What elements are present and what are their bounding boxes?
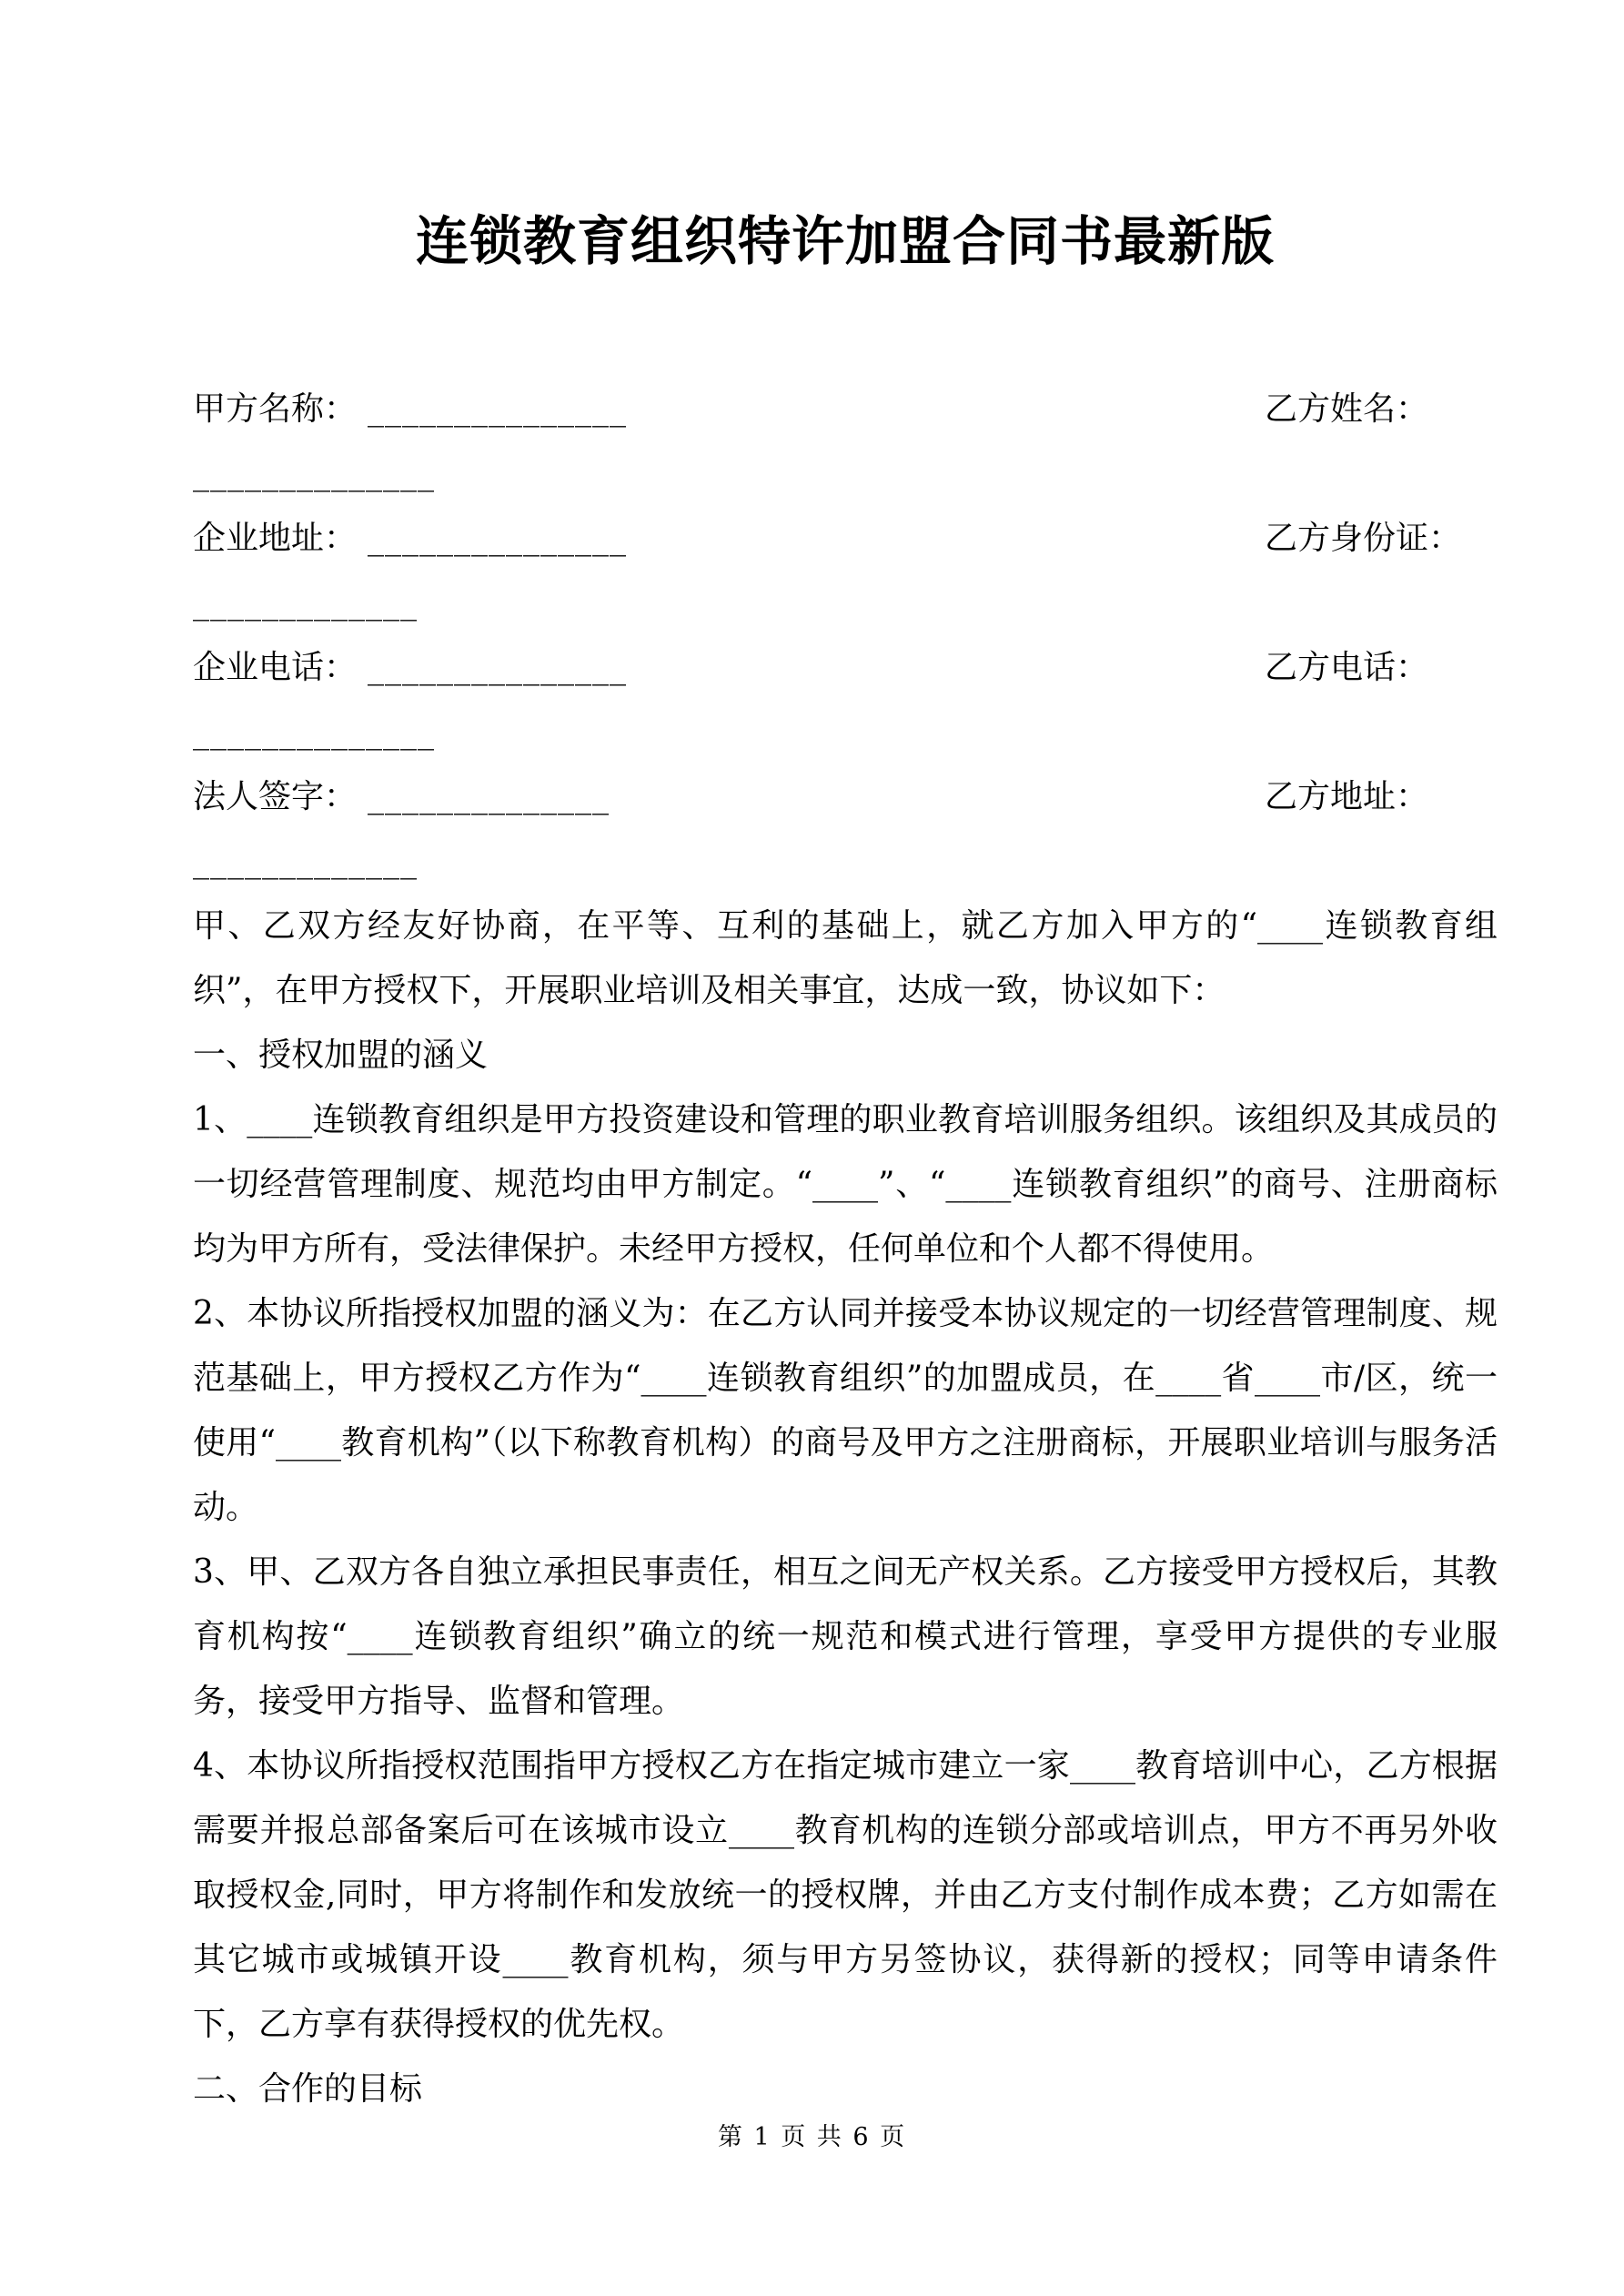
company-address-blank-continuation: _____________ bbox=[193, 584, 418, 622]
company-phone-blank-continuation: ______________ bbox=[193, 713, 435, 751]
section-heading-2: 二、合作的目标 bbox=[193, 2070, 423, 2108]
form-row-continuation bbox=[193, 829, 1498, 894]
legal-signature-blank-continuation: _____________ bbox=[193, 843, 418, 880]
party-b-id-label: 乙方身份证： bbox=[1265, 520, 1462, 557]
legal-signature-blank: ______________ bbox=[368, 778, 610, 815]
contract-clause-4: 4、本协议所指授权范围指甲方授权乙方在指定城市建立一家____教育培训中心，乙方根据需要并报总部备案后可在该城市设立____教育机构的连锁分部或培训点，甲方不再另外收取授权金,同时，甲方将制作和发放统一的授权牌，并由乙方支付制作成本费；乙方如需在其它城市或城镇开设____教育机构，须与甲方另签协议，获得新的授权；同等申请条件下，乙方享有获得授权的优先权。 bbox=[193, 1747, 1498, 2043]
party-b-phone-label: 乙方电话： bbox=[1265, 649, 1429, 686]
party-b-name-label: 乙方姓名： bbox=[1265, 390, 1429, 428]
party-a-name-blank-continuation: ______________ bbox=[193, 455, 435, 492]
form-row bbox=[193, 764, 1498, 829]
form-row-continuation bbox=[193, 571, 1498, 635]
legal-signature-label: 法人签字： bbox=[193, 778, 358, 815]
form-row-continuation bbox=[193, 700, 1498, 764]
party-info-form bbox=[193, 377, 1498, 894]
party-a-name-blank: _______________ bbox=[368, 390, 628, 428]
form-row bbox=[193, 506, 1498, 571]
form-row bbox=[193, 635, 1498, 700]
company-address-label: 企业地址： bbox=[193, 520, 358, 557]
form-row-continuation bbox=[193, 441, 1498, 506]
contract-clause-3: 3、甲、乙双方各自独立承担民事责任，相互之间无产权关系。乙方接受甲方授权后，其教育机构按“____连锁教育组织”确立的统一规范和模式进行管理，享受甲方提供的专业服务，接受甲方指导、监督和管理。 bbox=[193, 1553, 1498, 1720]
contract-preamble: 甲、乙双方经友好协商，在平等、互利的基础上，就乙方加入甲方的“____连锁教育组织”，在甲方授权下，开展职业培训及相关事宜，达成一致，协议如下： bbox=[193, 907, 1498, 1009]
contract-clause-2: 2、本协议所指授权加盟的涵义为：在乙方认同并接受本协议规定的一切经营管理制度、规范基础上，甲方授权乙方作为“____连锁教育组织”的加盟成员，在____省____市/区，统一使用“____教育机构”（以下称教育机构）的商号及甲方之注册商标，开展职业培训与服务活动。 bbox=[193, 1295, 1498, 1526]
party-b-address-label: 乙方地址： bbox=[1265, 778, 1429, 815]
party-a-name-label: 甲方名称： bbox=[193, 390, 358, 428]
company-phone-label: 企业电话： bbox=[193, 649, 358, 686]
company-phone-blank: _______________ bbox=[368, 649, 628, 686]
page-content bbox=[193, 0, 1498, 2121]
company-address-blank: _______________ bbox=[368, 520, 628, 557]
page-footer: 第 1 页 共 6 页 bbox=[717, 2123, 907, 2151]
contract-clause-1: 1、____连锁教育组织是甲方投资建设和管理的职业教育培训服务组织。该组织及其成员的一切经营管理制度、规范均由甲方制定。“____”、“____连锁教育组织”的商号、注册商标均为甲方所有，受法律保护。未经甲方授权，任何单位和个人都不得使用。 bbox=[193, 1101, 1498, 1268]
form-row bbox=[193, 377, 1498, 441]
contract-body bbox=[193, 894, 1498, 2121]
page-title: 连锁教育组织特许加盟合同书最新版 bbox=[415, 210, 1275, 272]
section-heading-1: 一、授权加盟的涵义 bbox=[193, 1037, 489, 1074]
